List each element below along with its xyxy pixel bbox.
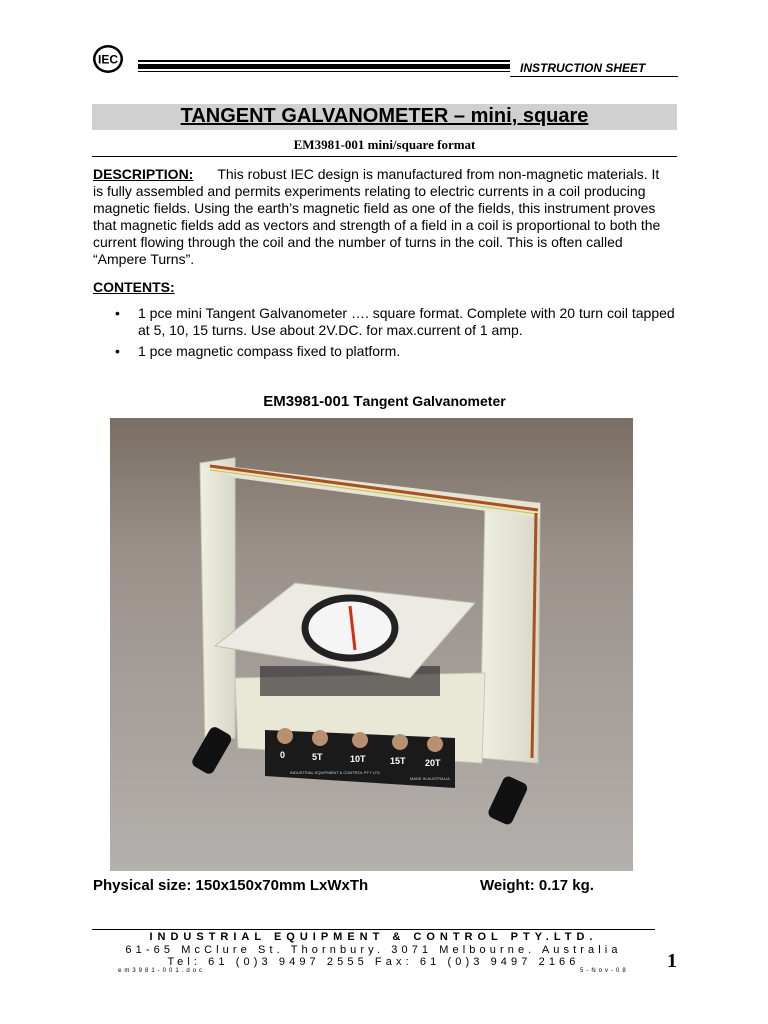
terminal-label: 15T	[390, 756, 406, 766]
photo-caption	[92, 393, 677, 410]
physical-size: Physical size: 150x150x70mm LxWxTh	[93, 877, 369, 894]
label-plate-text: INDUSTRIAL EQUIPMENT & CONTROL PTY LTD	[290, 770, 380, 775]
sheet-label: INSTRUCTION SHEET	[520, 61, 646, 75]
logo-text: IEC	[97, 52, 119, 67]
terminal	[392, 734, 408, 750]
list-item	[93, 305, 678, 339]
description-paragraph	[93, 166, 673, 268]
terminal	[427, 736, 443, 752]
caption-rest: angent Galvanometer	[362, 393, 506, 409]
terminal	[277, 728, 293, 744]
page-title: TANGENT GALVANOMETER – mini, square	[180, 105, 589, 127]
contents-heading: CONTENTS:	[93, 279, 175, 295]
terminal-label: 5T	[312, 752, 323, 762]
header-rule-thick	[138, 64, 510, 69]
footer-doc-name: em3981-001.doc	[118, 968, 206, 974]
header-rule	[138, 60, 510, 62]
footer-date: 5-Nov-08	[580, 968, 629, 974]
frame-left-post	[200, 458, 235, 743]
terminal	[312, 730, 328, 746]
terminal-label: 0	[280, 750, 286, 760]
caption-code: EM3981-001 T	[263, 393, 363, 410]
header-rule-right	[510, 76, 678, 77]
list-item-text: 1 pce mini Tangent Galvanometer …. square format. Complete with 20 turn coil tapped at 5, 10, 15 turns. Use about 2V.DC. for max.current of 1 amp.	[138, 305, 675, 338]
subtitle-rule	[92, 156, 677, 157]
terminal-label: 20T	[425, 758, 441, 768]
weight: Weight: 0.17 kg.	[480, 877, 594, 894]
header-rule-thin	[138, 71, 510, 72]
terminal	[352, 732, 368, 748]
list-item	[93, 343, 678, 360]
bullet-icon: •	[115, 305, 120, 321]
footer-phone-fax: Tel: 61 (0)3 9497 2555 Fax: 61 (0)3 9497 2166	[167, 956, 580, 968]
description-heading: DESCRIPTION:	[93, 166, 194, 182]
page-subtitle: EM3981-001 mini/square format	[293, 137, 476, 152]
terminal-label: 10T	[350, 754, 366, 764]
footer-rule	[92, 929, 655, 930]
iec-logo	[92, 44, 124, 74]
made-in-text: MADE IN AUSTRALIA	[410, 776, 450, 781]
page-number: 1	[667, 950, 677, 972]
footer-address: 61-65 McClure St. Thornbury. 3071 Melbourne. Australia	[125, 944, 622, 956]
contents-list	[93, 305, 678, 364]
frame-right-post	[480, 503, 540, 763]
bullet-icon: •	[115, 343, 120, 359]
footer-company: INDUSTRIAL EQUIPMENT & CONTROL PTY.LTD.	[149, 931, 598, 943]
description-text: This robust IEC design is manufactured from non-magnetic materials. It is fully assembled and permits experiments relating to electric currents in a coil producing magnetic fields. Using the earth’s magnetic field as one of the fields, this instrument proves that magnetic fields add as vectors and strength of a field in a coil is proportional to both the current flowing through the coil and the number of turns in the coil. This is often called “Ampere Turns”.	[93, 166, 661, 267]
product-photo	[110, 418, 633, 871]
list-item-text: 1 pce magnetic compass fixed to platform.	[138, 343, 401, 359]
